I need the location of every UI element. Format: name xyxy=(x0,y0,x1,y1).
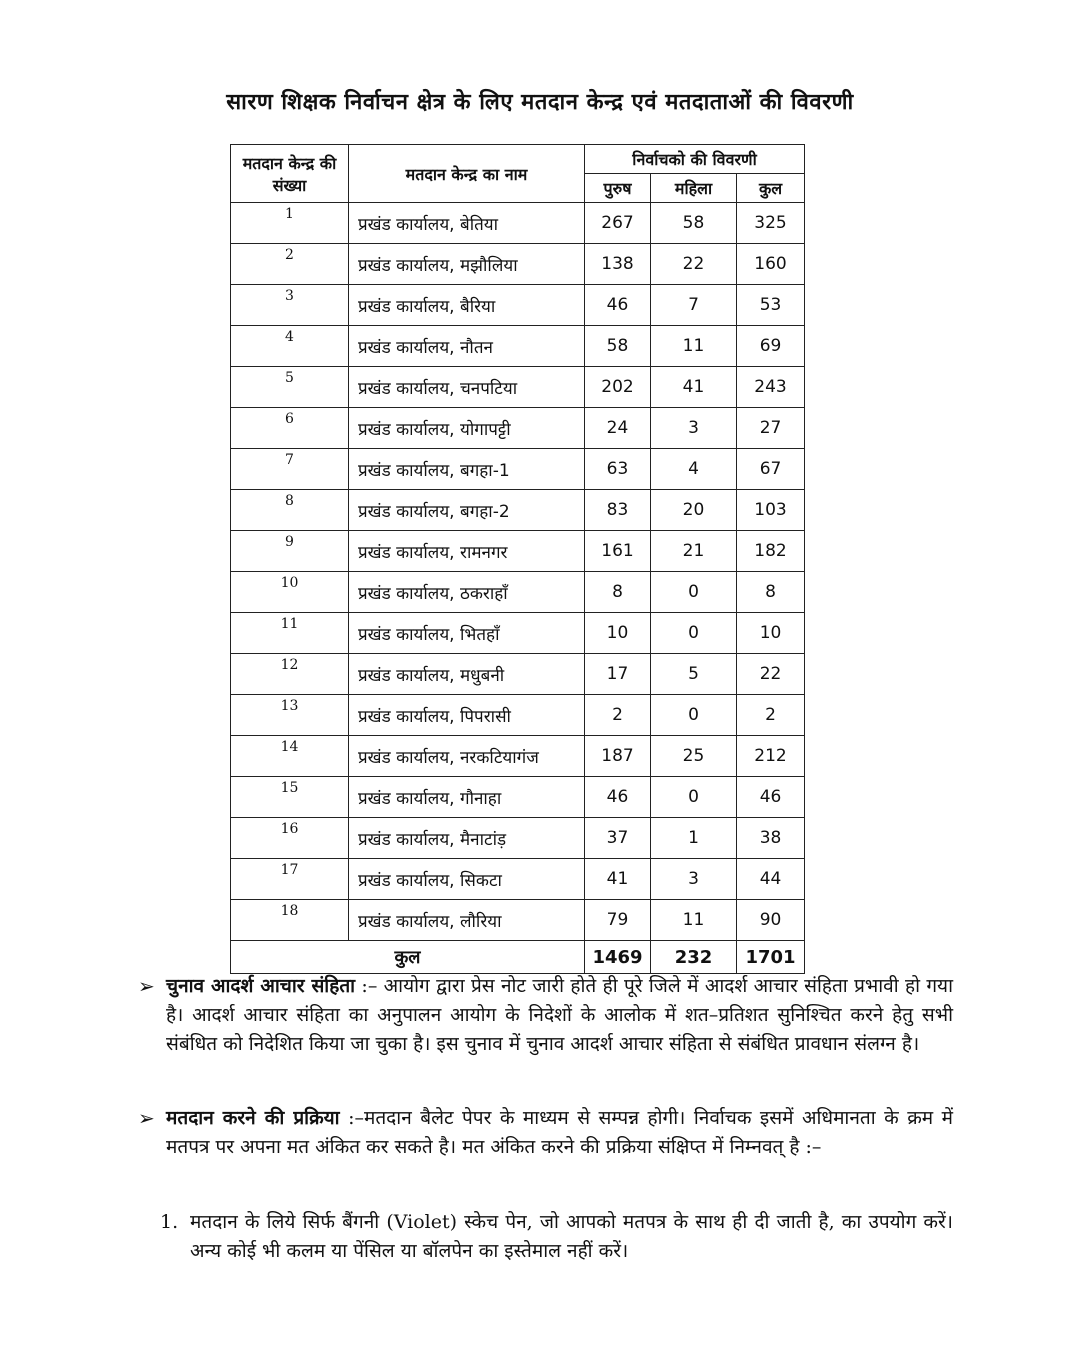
voting-process-heading: मतदान करने की प्रक्रिया xyxy=(166,1107,340,1129)
male-count-cell: 267 xyxy=(585,203,651,244)
female-count-cell: 22 xyxy=(651,244,737,285)
total-count-cell: 46 xyxy=(737,777,805,818)
total-count-cell: 8 xyxy=(737,572,805,613)
centre-number-cell: 14 xyxy=(231,736,349,777)
polling-centre-table xyxy=(230,144,805,974)
centre-name-cell: प्रखंड कार्यालय, बगहा-2 xyxy=(349,490,585,531)
female-count-cell: 58 xyxy=(651,203,737,244)
male-count-cell: 24 xyxy=(585,408,651,449)
male-count-cell: 202 xyxy=(585,367,651,408)
centre-name-cell: प्रखंड कार्यालय, गौनाहा xyxy=(349,777,585,818)
male-count-cell: 161 xyxy=(585,531,651,572)
male-count-cell: 138 xyxy=(585,244,651,285)
centre-number-cell: 13 xyxy=(231,695,349,736)
total-count-cell: 27 xyxy=(737,408,805,449)
centre-number-cell: 18 xyxy=(231,900,349,941)
total-count-cell: 103 xyxy=(737,490,805,531)
total-count-cell: 69 xyxy=(737,326,805,367)
table-row xyxy=(231,613,805,654)
centre-name-cell: प्रखंड कार्यालय, बैरिया xyxy=(349,285,585,326)
female-count-cell: 41 xyxy=(651,367,737,408)
arrow-bullet-icon: ➢ xyxy=(138,1106,155,1130)
table-row xyxy=(231,326,805,367)
total-count-cell: 53 xyxy=(737,285,805,326)
header-voter-details: निर्वाचको की विवरणी xyxy=(585,145,805,174)
header-male: पुरुष xyxy=(585,174,651,203)
male-count-cell: 79 xyxy=(585,900,651,941)
table-row xyxy=(231,408,805,449)
centre-number-cell: 3 xyxy=(231,285,349,326)
voting-process-paragraph xyxy=(138,1104,953,1162)
total-count-cell: 325 xyxy=(737,203,805,244)
table-row xyxy=(231,900,805,941)
male-count-cell: 187 xyxy=(585,736,651,777)
total-label: कुल xyxy=(231,941,585,974)
female-count-cell: 11 xyxy=(651,326,737,367)
table-row xyxy=(231,654,805,695)
centre-number-cell: 16 xyxy=(231,818,349,859)
total-count-cell: 10 xyxy=(737,613,805,654)
total-male: 1469 xyxy=(585,941,651,974)
centre-number-cell: 1 xyxy=(231,203,349,244)
female-count-cell: 25 xyxy=(651,736,737,777)
total-row xyxy=(231,941,805,974)
table-row xyxy=(231,777,805,818)
centre-name-cell: प्रखंड कार्यालय, ठकराहाँ xyxy=(349,572,585,613)
centre-number-cell: 11 xyxy=(231,613,349,654)
male-count-cell: 37 xyxy=(585,818,651,859)
page-title: सारण शिक्षक निर्वाचन क्षेत्र के लिए मतदान केन्द्र एवं मतदाताओं की विवरणी xyxy=(226,89,854,115)
table-row xyxy=(231,572,805,613)
table-row xyxy=(231,859,805,900)
table-row xyxy=(231,695,805,736)
table-row xyxy=(231,449,805,490)
centre-name-cell: प्रखंड कार्यालय, चनपटिया xyxy=(349,367,585,408)
total-count-cell: 44 xyxy=(737,859,805,900)
female-count-cell: 3 xyxy=(651,859,737,900)
centre-number-cell: 5 xyxy=(231,367,349,408)
centre-name-cell: प्रखंड कार्यालय, मैनाटांड़ xyxy=(349,818,585,859)
centre-name-cell: प्रखंड कार्यालय, पिपरासी xyxy=(349,695,585,736)
male-count-cell: 63 xyxy=(585,449,651,490)
male-count-cell: 41 xyxy=(585,859,651,900)
centre-name-cell: प्रखंड कार्यालय, रामनगर xyxy=(349,531,585,572)
centre-name-cell: प्रखंड कार्यालय, मझौलिया xyxy=(349,244,585,285)
centre-name-cell: प्रखंड कार्यालय, बगहा-1 xyxy=(349,449,585,490)
centre-number-cell: 12 xyxy=(231,654,349,695)
voting-process-text: :–मतदान बैलेट पेपर के माध्यम से सम्पन्न होगी। निर्वाचक इसमें अधिमानता के क्रम में मतपत्र पर अपना मत अंकित कर सकते है। मत अंकित करने की प्रक्रिया संक्षिप्त में निम्नवत् है :– xyxy=(166,1107,954,1158)
centre-name-cell: प्रखंड कार्यालय, नौतन xyxy=(349,326,585,367)
code-of-conduct-paragraph xyxy=(138,972,953,1059)
total-count-cell: 243 xyxy=(737,367,805,408)
centre-name-cell: प्रखंड कार्यालय, योगापट्टी xyxy=(349,408,585,449)
total-count-cell: 90 xyxy=(737,900,805,941)
female-count-cell: 4 xyxy=(651,449,737,490)
header-centre-number: मतदान केन्द्र की संख्या xyxy=(231,145,349,203)
process-step-1 xyxy=(160,1208,953,1266)
total-female: 232 xyxy=(651,941,737,974)
female-count-cell: 21 xyxy=(651,531,737,572)
total-count-cell: 22 xyxy=(737,654,805,695)
female-count-cell: 5 xyxy=(651,654,737,695)
centre-name-cell: प्रखंड कार्यालय, नरकटियागंज xyxy=(349,736,585,777)
centre-number-cell: 15 xyxy=(231,777,349,818)
male-count-cell: 8 xyxy=(585,572,651,613)
total-total: 1701 xyxy=(737,941,805,974)
female-count-cell: 7 xyxy=(651,285,737,326)
centre-number-cell: 4 xyxy=(231,326,349,367)
table-row xyxy=(231,736,805,777)
male-count-cell: 46 xyxy=(585,285,651,326)
header-centre-name: मतदान केन्द्र का नाम xyxy=(349,145,585,203)
code-of-conduct-text: :– आयोग द्वारा प्रेस नोट जारी होते ही पूरे जिले में आदर्श आचार संहिता प्रभावी हो गया है। आदर्श आचार संहिता का अनुपालन आयोग के निदेशों के आलोक में शत–प्रतिशत सुनिश्चित करने हेतु सभी संबंधित को निदेशित किया जा चुका है। इस चुनाव में चुनाव आदर्श आचार संहिता से संबंधित प्रावधान संलग्न है। xyxy=(166,975,953,1055)
centre-name-cell: प्रखंड कार्यालय, लौरिया xyxy=(349,900,585,941)
table-row xyxy=(231,285,805,326)
centre-number-cell: 7 xyxy=(231,449,349,490)
male-count-cell: 83 xyxy=(585,490,651,531)
total-count-cell: 67 xyxy=(737,449,805,490)
female-count-cell: 0 xyxy=(651,572,737,613)
code-of-conduct-heading: चुनाव आदर्श आचार संहिता xyxy=(166,975,356,997)
female-count-cell: 0 xyxy=(651,613,737,654)
centre-name-cell: प्रखंड कार्यालय, सिकटा xyxy=(349,859,585,900)
total-count-cell: 182 xyxy=(737,531,805,572)
header-female: महिला xyxy=(651,174,737,203)
total-count-cell: 212 xyxy=(737,736,805,777)
centre-number-cell: 9 xyxy=(231,531,349,572)
female-count-cell: 0 xyxy=(651,777,737,818)
table-row xyxy=(231,367,805,408)
male-count-cell: 2 xyxy=(585,695,651,736)
male-count-cell: 10 xyxy=(585,613,651,654)
table-row xyxy=(231,490,805,531)
male-count-cell: 46 xyxy=(585,777,651,818)
centre-name-cell: प्रखंड कार्यालय, भितहाँ xyxy=(349,613,585,654)
table-row xyxy=(231,818,805,859)
centre-number-cell: 10 xyxy=(231,572,349,613)
centre-number-cell: 2 xyxy=(231,244,349,285)
female-count-cell: 11 xyxy=(651,900,737,941)
total-count-cell: 38 xyxy=(737,818,805,859)
step-number: 1. xyxy=(160,1211,179,1233)
centre-name-cell: प्रखंड कार्यालय, मधुबनी xyxy=(349,654,585,695)
centre-name-cell: प्रखंड कार्यालय, बेतिया xyxy=(349,203,585,244)
female-count-cell: 1 xyxy=(651,818,737,859)
table-row xyxy=(231,244,805,285)
centre-number-cell: 6 xyxy=(231,408,349,449)
male-count-cell: 17 xyxy=(585,654,651,695)
centre-number-cell: 17 xyxy=(231,859,349,900)
male-count-cell: 58 xyxy=(585,326,651,367)
arrow-bullet-icon: ➢ xyxy=(138,974,155,998)
header-total: कुल xyxy=(737,174,805,203)
table-row xyxy=(231,203,805,244)
total-count-cell: 2 xyxy=(737,695,805,736)
female-count-cell: 20 xyxy=(651,490,737,531)
total-count-cell: 160 xyxy=(737,244,805,285)
centre-number-cell: 8 xyxy=(231,490,349,531)
female-count-cell: 3 xyxy=(651,408,737,449)
female-count-cell: 0 xyxy=(651,695,737,736)
step-text: मतदान के लिये सिर्फ बैंगनी (Violet) स्केच पेन, जो आपको मतपत्र के साथ ही दी जाती है, का उपयोग करें। अन्य कोई भी कलम या पेंसिल या बॉलपेन का इस्तेमाल नहीं करें। xyxy=(190,1211,953,1262)
table-row xyxy=(231,531,805,572)
